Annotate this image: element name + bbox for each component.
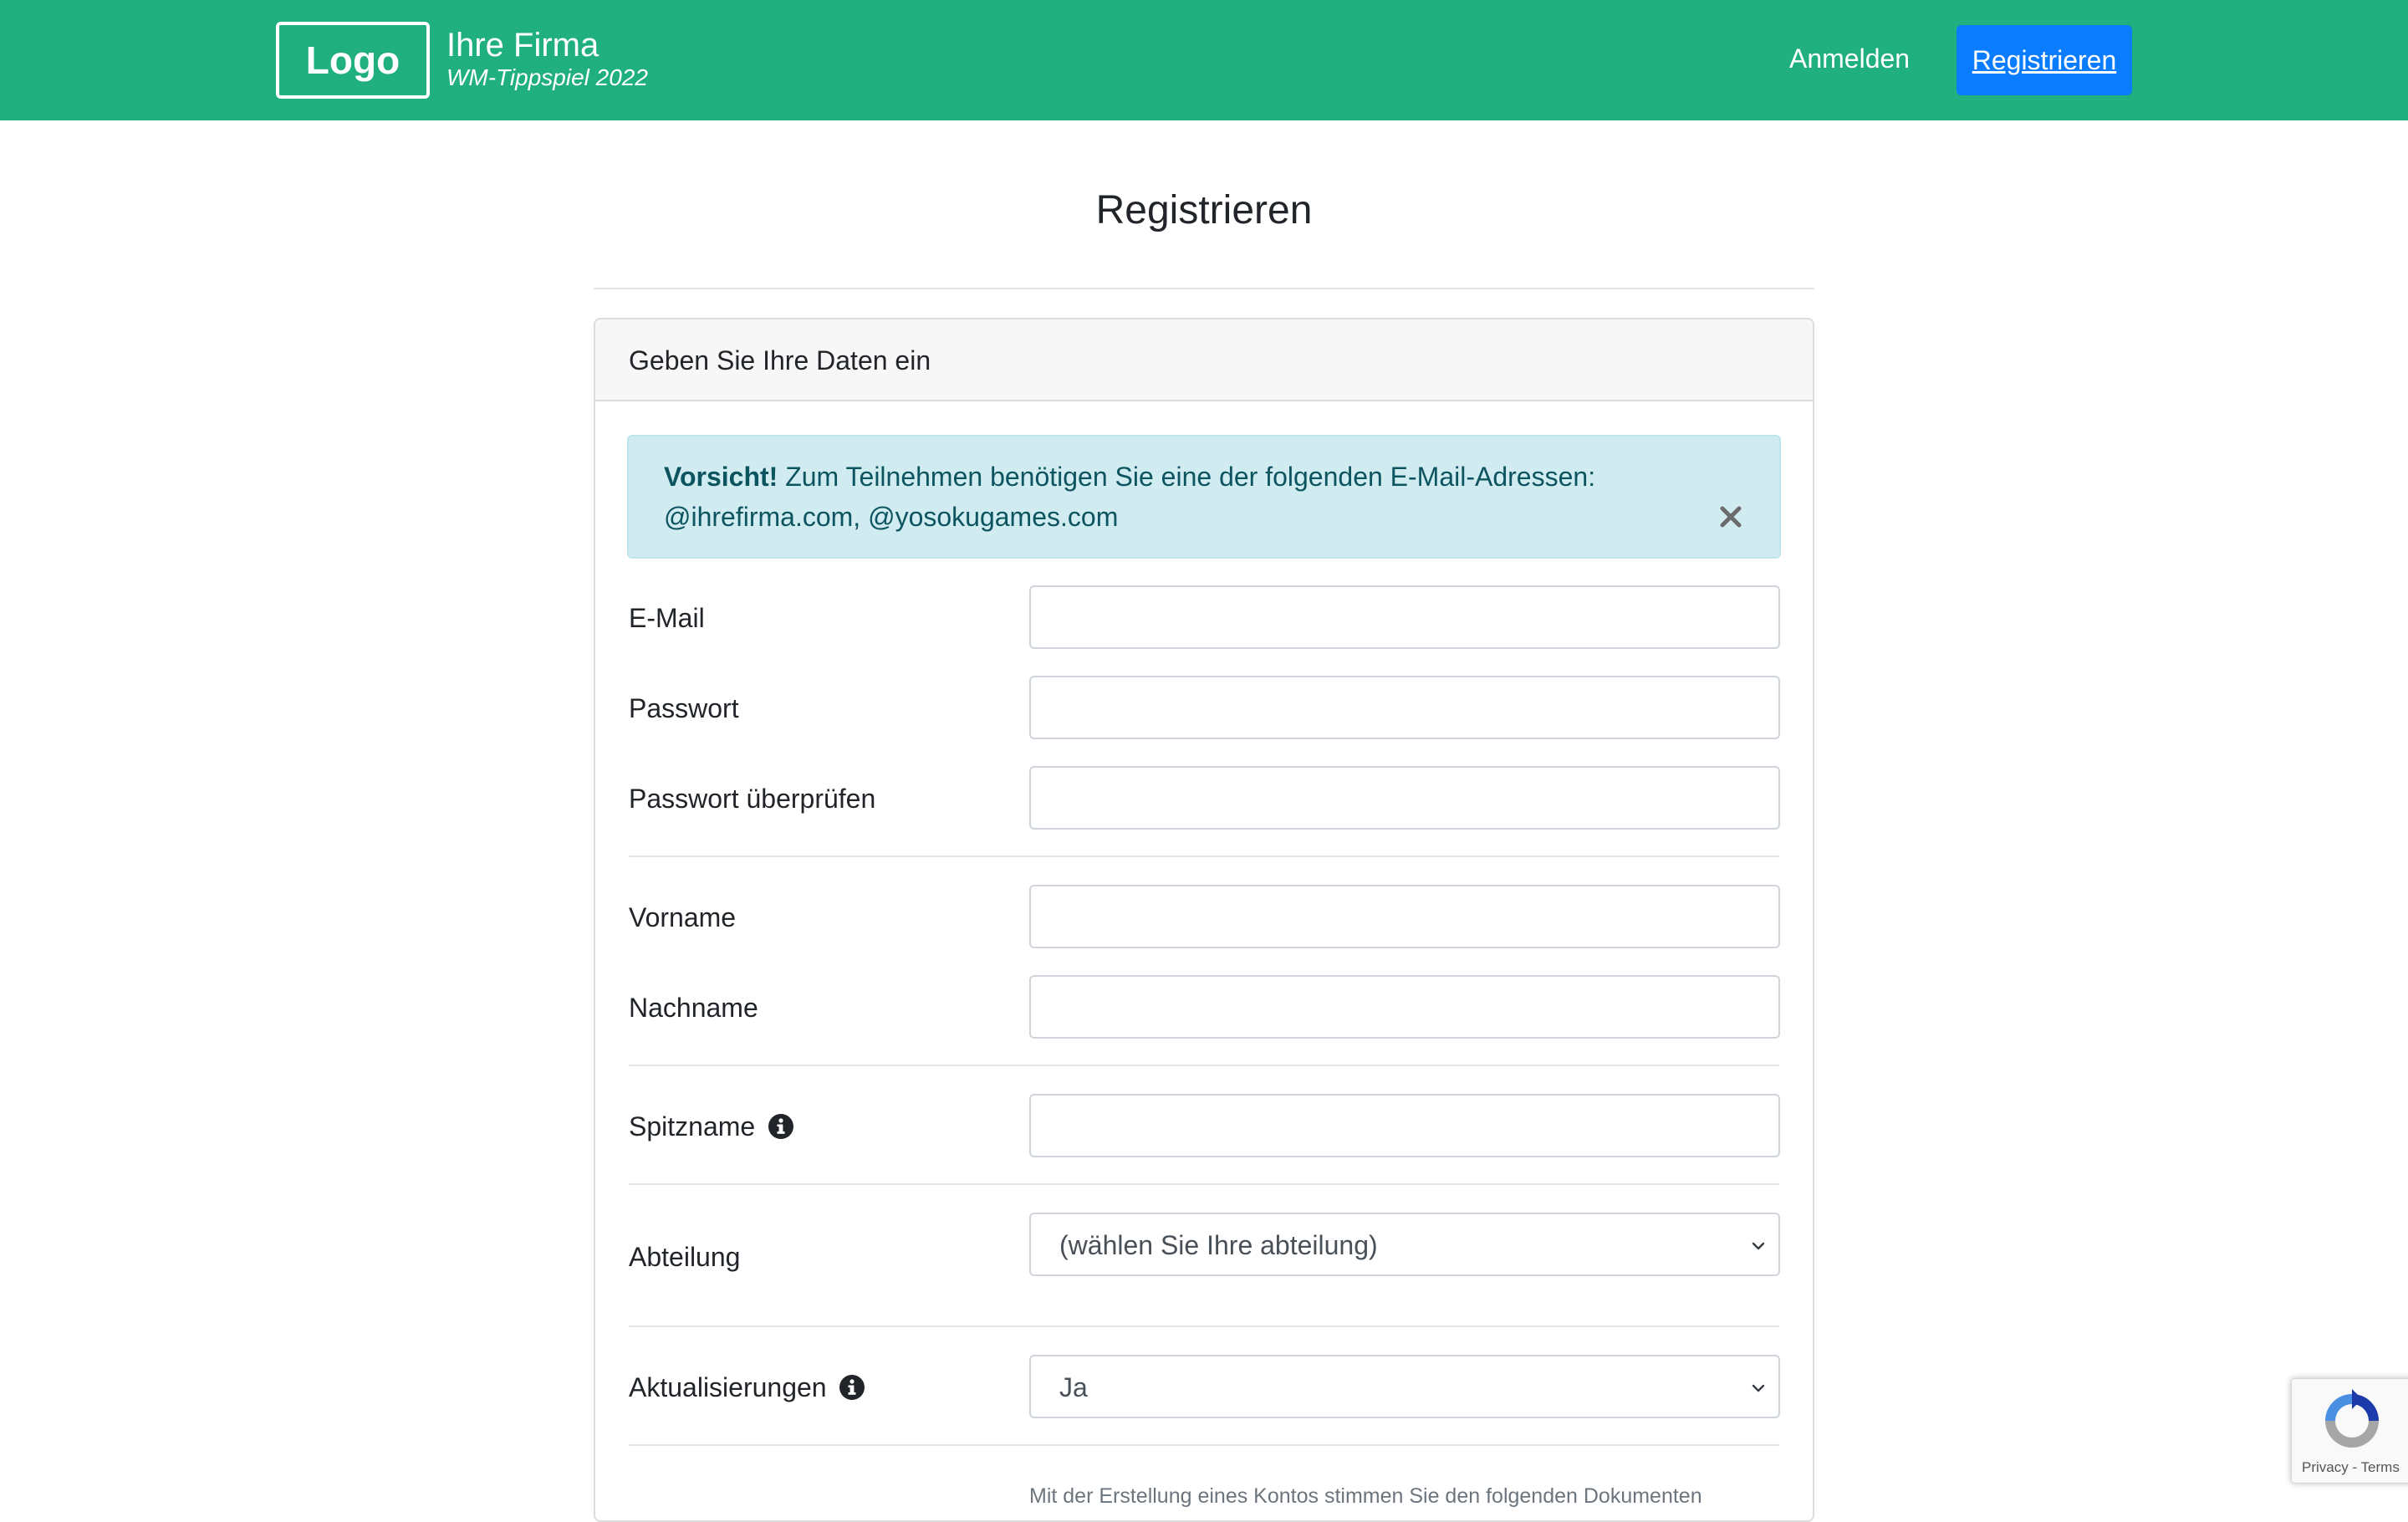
first-name-label: Vorname (629, 902, 737, 932)
section-divider (629, 855, 1779, 857)
updates-select[interactable] (1029, 1355, 1780, 1418)
recaptcha-separator: - (2348, 1459, 2361, 1475)
password-confirm-label: Passwort überprüfen (629, 784, 876, 814)
section-divider (629, 1444, 1779, 1446)
chevron-down-icon (1750, 1238, 1767, 1254)
info-icon[interactable] (839, 1374, 865, 1401)
nav-register-button[interactable] (1956, 25, 2132, 95)
password-confirm-field[interactable] (1029, 766, 1780, 830)
nickname-label-text: Spitzname (629, 1111, 756, 1142)
department-label: Abteilung (629, 1242, 741, 1272)
card-header (595, 319, 1813, 401)
recaptcha-badge[interactable] (2291, 1378, 2408, 1484)
email-field[interactable] (1029, 585, 1780, 649)
recaptcha-links (2302, 1459, 2400, 1476)
password-label: Passwort (629, 693, 739, 723)
updates-label-text: Aktualisierungen (629, 1372, 827, 1402)
last-name-label: Nachname (629, 993, 758, 1023)
navbar (0, 0, 2408, 120)
page-title: Registrieren (1095, 188, 1313, 232)
brand-subtitle: WM-Tippspiel 2022 (446, 64, 648, 90)
first-name-field[interactable] (1029, 885, 1780, 948)
email-domain-alert (627, 435, 1781, 559)
recaptcha-privacy-link[interactable]: Privacy (2302, 1459, 2349, 1475)
email-label: E-Mail (629, 603, 705, 633)
title-divider (594, 288, 1814, 289)
brand-logo[interactable] (276, 22, 430, 99)
close-icon[interactable] (1717, 503, 1744, 530)
nav-login-link[interactable]: Anmelden (1789, 43, 1911, 74)
nickname-label (629, 1109, 794, 1144)
nav-register-label: Registrieren (1972, 44, 2117, 75)
updates-select-value: Ja (1059, 1372, 1088, 1402)
section-divider (629, 1325, 1779, 1327)
alert-message: Zum Teilnehmen benötigen Sie eine der folgenden E-Mail-Adressen: @ihrefirma.com, @yosokugames.com (664, 462, 1596, 532)
department-select-value: (wählen Sie Ihre abteilung) (1059, 1230, 1378, 1260)
chevron-down-icon (1750, 1380, 1767, 1397)
info-icon[interactable] (768, 1113, 794, 1140)
brand-company-name: Ihre Firma (446, 27, 599, 64)
password-field[interactable] (1029, 676, 1780, 739)
brand-logo-text: Logo (305, 38, 400, 82)
alert-strong: Vorsicht! (664, 462, 778, 492)
department-select[interactable] (1029, 1213, 1780, 1276)
section-divider (629, 1183, 1779, 1185)
nickname-field[interactable] (1029, 1094, 1780, 1157)
alert-text (664, 457, 1667, 537)
last-name-field[interactable] (1029, 975, 1780, 1039)
updates-label (629, 1370, 865, 1405)
terms-notice: Mit der Erstellung eines Kontos stimmen Sie den folgenden Dokumenten (1029, 1484, 1702, 1508)
recaptcha-icon (2319, 1387, 2385, 1454)
card-header-text: Geben Sie Ihre Daten ein (629, 345, 931, 375)
section-divider (629, 1065, 1779, 1066)
recaptcha-terms-link[interactable]: Terms (2360, 1459, 2400, 1475)
